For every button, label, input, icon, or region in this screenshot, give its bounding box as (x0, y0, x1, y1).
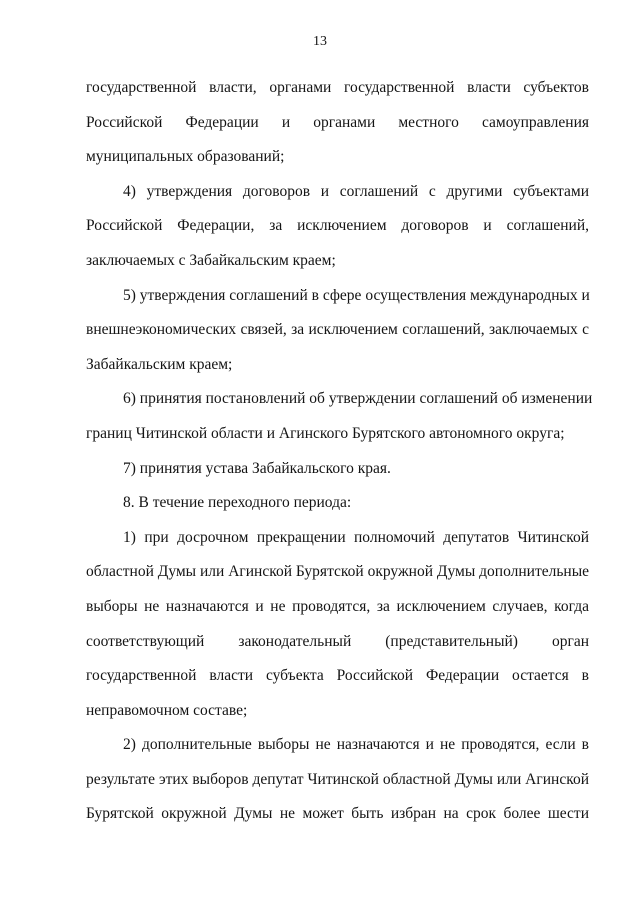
paragraph-section-8 (86, 486, 589, 521)
paragraph-continuation (86, 71, 589, 175)
paragraph-item-7 (86, 452, 589, 487)
text-line: 8. В течение переходного периода: (123, 494, 352, 512)
paragraph-item-5 (86, 279, 589, 383)
paragraph-item-4 (86, 175, 589, 279)
document-body (86, 71, 593, 832)
text-line: государственной власти субъекта Российской Федерации остается в (86, 667, 589, 685)
text-line: 2) дополнительные выборы не назначаются и не проводятся, если в (123, 736, 589, 754)
paragraph-subitem-1 (86, 521, 589, 729)
text-line: Бурятской окружной Думы не может быть избран на срок более шести (86, 805, 589, 823)
text-line: 7) принятия устава Забайкальского края. (123, 459, 391, 477)
text-line: 5) утверждения соглашений в сфере осуществления международных и (123, 286, 590, 304)
text-line: государственной власти, органами государственной власти субъектов (86, 79, 589, 96)
text-line: соответствующий законодательный (представительный) орган (86, 632, 589, 650)
text-line: выборы не назначаются и не проводятся, за исключением случаев, когда (86, 597, 589, 615)
text-line: 1) при досрочном прекращении полномочий депутатов Читинской (123, 528, 589, 546)
text-line: внешнеэкономических связей, за исключением соглашений, заключаемых с (86, 321, 589, 339)
text-line: областной Думы или Агинской Бурятской окружной Думы дополнительные (86, 563, 589, 581)
text-line: заключаемых с Забайкальским краем; (86, 251, 336, 269)
text-line: 6) принятия постановлений об утверждении соглашений об изменении (123, 390, 593, 408)
text-line: границ Читинской области и Агинского Бурятского автономного округа; (86, 424, 565, 442)
text-line: Забайкальским краем; (86, 355, 233, 373)
text-line: результате этих выборов депутат Читинской областной Думы или Агинской (86, 770, 589, 788)
page-number: 13 (313, 34, 327, 49)
paragraph-item-6 (86, 382, 593, 451)
text-line: 4) утверждения договоров и соглашений с другими субъектами (123, 182, 589, 200)
text-line: неправомочном составе; (86, 701, 248, 719)
text-line: Российской Федерации и органами местного самоуправления (86, 113, 589, 131)
text-line: Российской Федерации, за исключением договоров и соглашений, (86, 217, 589, 235)
paragraph-subitem-2 (86, 728, 589, 832)
text-line: муниципальных образований; (86, 148, 285, 166)
